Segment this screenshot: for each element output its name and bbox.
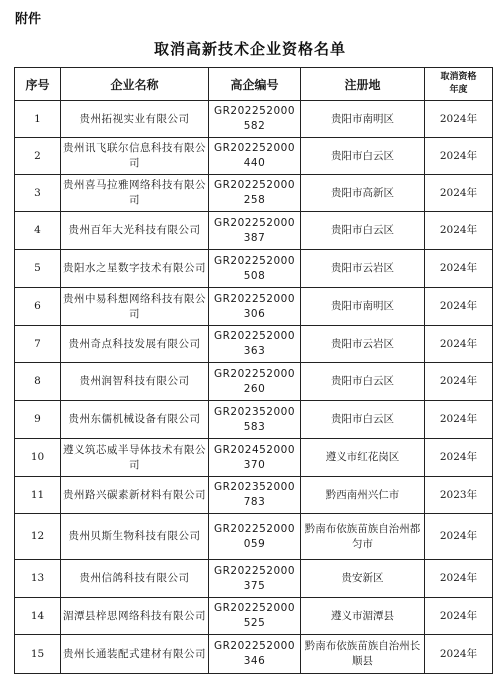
row-index: 10 (15, 439, 61, 477)
row-code-part-a: GR202252000 (213, 292, 296, 305)
row-year: 2024年 (425, 250, 493, 288)
row-code (209, 175, 301, 212)
row-year: 2024年 (425, 101, 493, 138)
row-location: 黔西南州兴仁市 (301, 477, 425, 514)
row-code (209, 138, 301, 175)
table-row (15, 138, 493, 175)
row-company: 贵州润智科技有限公司 (61, 363, 209, 401)
row-code-part-b: 783 (243, 496, 266, 508)
row-code-part-a: GR202252000 (213, 216, 296, 229)
row-code (209, 363, 301, 401)
row-location: 贵阳市南明区 (301, 288, 425, 326)
row-code-part-a: GR202252000 (213, 367, 296, 380)
row-year: 2024年 (425, 138, 493, 175)
table-row (15, 288, 493, 326)
row-company: 贵州百年大光科技有限公司 (61, 212, 209, 250)
row-code-part-a: GR202352000 (213, 405, 296, 418)
row-code-part-a: GR202252000 (213, 602, 296, 614)
row-index: 9 (15, 401, 61, 439)
column-header-code: 高企编号 (209, 68, 301, 101)
row-company: 贵州讯飞联尔信息科技有限公司 (61, 138, 209, 175)
row-code (209, 326, 301, 363)
row-index: 11 (15, 477, 61, 514)
column-header-location: 注册地 (301, 68, 425, 101)
row-code-part-b: 260 (243, 382, 266, 395)
column-header-index: 序号 (15, 68, 61, 101)
row-index: 1 (15, 101, 61, 138)
row-index: 13 (15, 560, 61, 598)
row-code-part-a: GR202252000 (213, 330, 296, 342)
table-row (15, 363, 493, 401)
table-row (15, 635, 493, 674)
row-index: 2 (15, 138, 61, 175)
row-company: 贵州路兴碳素新材料有限公司 (61, 477, 209, 514)
row-year: 2024年 (425, 401, 493, 439)
row-code-part-b: 258 (243, 194, 266, 206)
row-code-part-b: 346 (243, 655, 266, 667)
row-year: 2024年 (425, 288, 493, 326)
row-code-part-b: 059 (243, 537, 266, 550)
row-location: 贵安新区 (301, 560, 425, 598)
table-header-row (15, 68, 493, 101)
row-year: 2024年 (425, 439, 493, 477)
column-header-year (425, 68, 493, 101)
row-index: 12 (15, 514, 61, 560)
row-location: 遵义市湄潭县 (301, 598, 425, 635)
row-location: 贵阳市云岩区 (301, 250, 425, 288)
row-company: 贵州贝斯生物科技有限公司 (61, 514, 209, 560)
row-company: 贵州喜马拉雅网络科技有限公司 (61, 175, 209, 212)
row-company: 贵州奇点科技发展有限公司 (61, 326, 209, 363)
row-index: 6 (15, 288, 61, 326)
row-code-part-a: GR202252000 (213, 564, 296, 577)
row-code-part-a: GR202352000 (213, 481, 296, 493)
row-location: 贵阳市白云区 (301, 212, 425, 250)
table-row (15, 477, 493, 514)
row-company: 遵义筑芯威半导体技术有限公司 (61, 439, 209, 477)
row-code-part-b: 363 (243, 345, 266, 357)
row-location: 黔南布依族苗族自治州都匀市 (301, 514, 425, 560)
row-year: 2024年 (425, 363, 493, 401)
row-location: 贵阳市高新区 (301, 175, 425, 212)
row-company: 贵州长通装配式建材有限公司 (61, 635, 209, 674)
row-code-part-a: GR202452000 (213, 443, 296, 456)
row-code (209, 439, 301, 477)
row-index: 8 (15, 363, 61, 401)
row-code-part-b: 582 (243, 120, 266, 132)
table-row (15, 250, 493, 288)
row-year: 2024年 (425, 560, 493, 598)
row-code (209, 477, 301, 514)
table-row (15, 175, 493, 212)
row-company: 贵阳水之星数字技术有限公司 (61, 250, 209, 288)
table-row (15, 401, 493, 439)
table-row (15, 212, 493, 250)
row-year: 2024年 (425, 326, 493, 363)
row-location: 贵阳市白云区 (301, 401, 425, 439)
attachment-label: 附件 (15, 12, 42, 27)
row-code-part-b: 375 (243, 579, 266, 592)
row-location: 黔南布依族苗族自治州长顺县 (301, 635, 425, 674)
table-row (15, 560, 493, 598)
table-row (15, 326, 493, 363)
row-index: 4 (15, 212, 61, 250)
row-location: 贵阳市白云区 (301, 138, 425, 175)
row-index: 3 (15, 175, 61, 212)
row-index: 14 (15, 598, 61, 635)
table-row (15, 514, 493, 560)
row-code (209, 212, 301, 250)
row-year: 2024年 (425, 212, 493, 250)
row-code-part-b: 387 (243, 231, 266, 244)
row-company: 贵州中易科想网络科技有限公司 (61, 288, 209, 326)
table-row (15, 101, 493, 138)
row-index: 5 (15, 250, 61, 288)
row-code-part-a: GR202252000 (213, 179, 296, 191)
row-company: 贵州信鸽科技有限公司 (61, 560, 209, 598)
row-code-part-b: 306 (243, 307, 266, 320)
row-code (209, 514, 301, 560)
row-year: 2024年 (425, 514, 493, 560)
row-code (209, 101, 301, 138)
row-code-part-a: GR202252000 (213, 254, 296, 267)
row-code (209, 401, 301, 439)
row-code (209, 598, 301, 635)
row-location: 贵阳市白云区 (301, 363, 425, 401)
column-header-company: 企业名称 (61, 68, 209, 101)
row-company: 贵州东儒机械设备有限公司 (61, 401, 209, 439)
row-code-part-a: GR202252000 (213, 105, 296, 117)
row-location: 遵义市红花岗区 (301, 439, 425, 477)
row-code-part-b: 583 (243, 420, 266, 433)
column-header-year-line1: 取消资格 (440, 72, 477, 82)
document-title: 取消高新技术企业资格名单 (153, 40, 346, 58)
row-year: 2024年 (425, 175, 493, 212)
table-row (15, 598, 493, 635)
row-location: 贵阳市云岩区 (301, 326, 425, 363)
row-code-part-b: 440 (243, 157, 266, 169)
row-code-part-b: 525 (243, 617, 266, 629)
row-code (209, 560, 301, 598)
row-code-part-b: 508 (243, 269, 266, 282)
row-company: 湄潭县梓思网络科技有限公司 (61, 598, 209, 635)
row-code (209, 635, 301, 674)
row-code-part-a: GR202252000 (213, 142, 296, 154)
row-code (209, 288, 301, 326)
row-year: 2024年 (425, 598, 493, 635)
row-code-part-a: GR202252000 (213, 640, 296, 652)
row-code (209, 250, 301, 288)
table-row (15, 439, 493, 477)
row-code-part-a: GR202252000 (213, 522, 296, 535)
row-location: 贵阳市南明区 (301, 101, 425, 138)
row-year: 2024年 (425, 635, 493, 674)
row-index: 7 (15, 326, 61, 363)
row-index: 15 (15, 635, 61, 674)
row-company: 贵州拓视实业有限公司 (61, 101, 209, 138)
column-header-year-line2: 年度 (449, 85, 468, 95)
row-code-part-b: 370 (243, 458, 266, 471)
row-year: 2023年 (425, 477, 493, 514)
company-table (14, 67, 493, 674)
